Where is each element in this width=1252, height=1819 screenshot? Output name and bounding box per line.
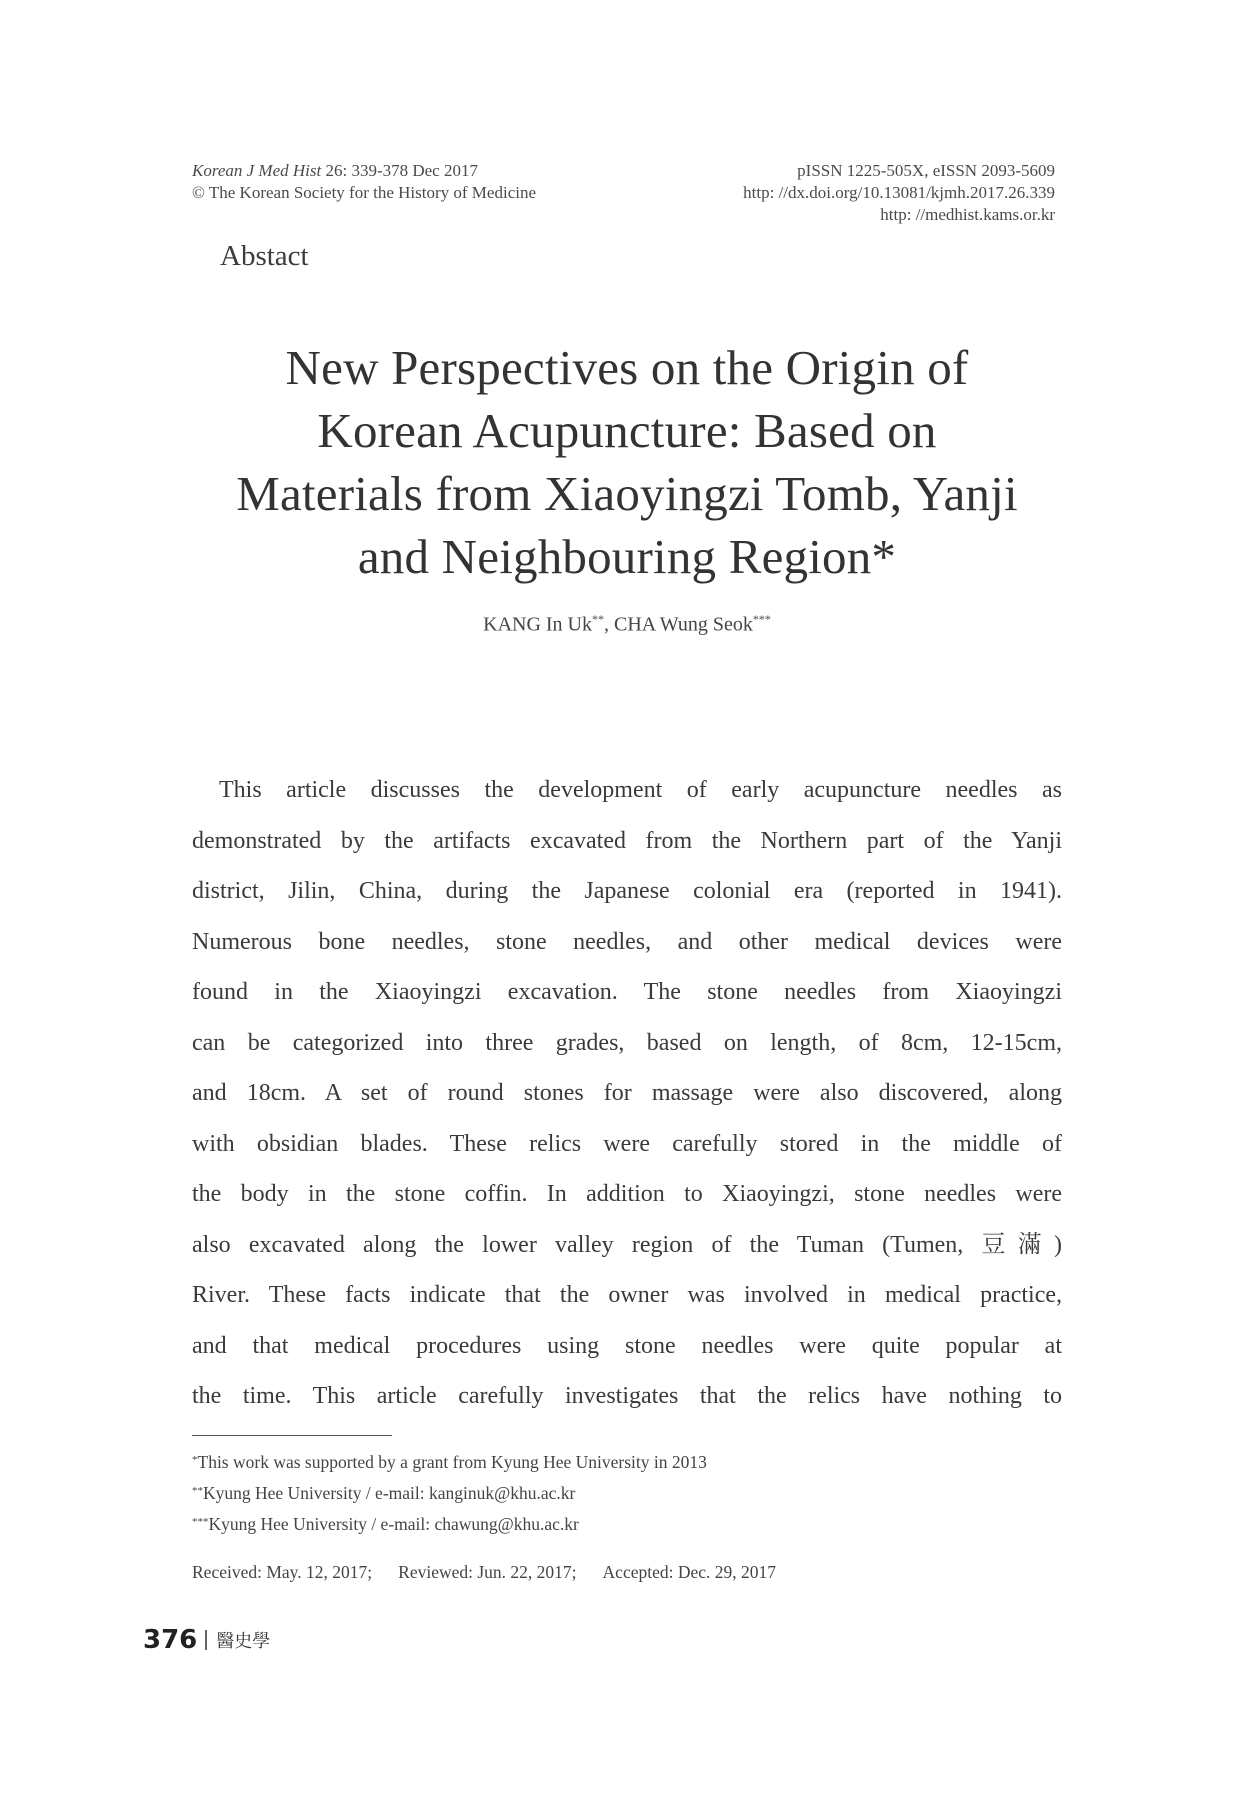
journal-name: Korean J Med Hist: [192, 161, 322, 180]
footnote: [192, 1508, 707, 1539]
issn-line: pISSN 1225-505X, eISSN 2093-5609: [797, 161, 1055, 180]
journal-header-right: [743, 160, 1055, 226]
abstract-line: River. These facts indicate that the owner was involved in medical practice,: [192, 1282, 1062, 1308]
abstract-line: also excavated along the lower valley region of the Tuman (Tumen, 豆滿): [192, 1231, 1062, 1258]
page-footer: [143, 1625, 270, 1655]
received-date: Received: May. 12, 2017;: [192, 1562, 373, 1582]
abstract-line: and that medical procedures using stone needles were quite popular at: [192, 1332, 1062, 1359]
footnote-text: This work was supported by a grant from Kyung Hee University in 2013: [197, 1452, 707, 1472]
accepted-date: Accepted: Dec. 29, 2017: [602, 1562, 777, 1582]
footer-separator: [205, 1630, 207, 1650]
journal-citation: [192, 160, 536, 182]
article-title: [192, 336, 1062, 588]
abstract-body: [192, 765, 1062, 1422]
abstract-line: the body in the stone coffin. In addition to Xiaoyingzi, stone needles were: [192, 1181, 1062, 1207]
doi-link[interactable]: http: //dx.doi.org/10.13081/kjmh.2017.26.339: [743, 183, 1055, 202]
abstract-line: with obsidian blades. These relics were carefully stored in the middle of: [192, 1130, 1062, 1157]
reviewed-date: Reviewed: Jun. 22, 2017;: [398, 1562, 577, 1582]
abstract-line: demonstrated by the artifacts excavated from the Northern part of the Yanji: [192, 827, 1062, 854]
abstract-line: Numerous bone needles, stone needles, and other medical devices were: [192, 928, 1062, 955]
author-affiliation-mark: ***: [752, 612, 771, 626]
author-affiliation-mark: **: [592, 612, 605, 626]
title-line: and Neighbouring Region*: [357, 529, 897, 584]
journal-header-left: [192, 160, 536, 204]
author-name: KANG In Uk: [483, 613, 593, 636]
submission-dates: [192, 1562, 802, 1583]
abstract-line: found in the Xiaoyingzi excavation. The stone needles from Xiaoyingzi: [192, 979, 1062, 1005]
abstract-line: district, Jilin, China, during the Japanese colonial era (reported in 1941).: [192, 878, 1062, 904]
footnote-mark: **: [192, 1485, 203, 1497]
section-label: Abstact: [220, 240, 309, 272]
footnote: [192, 1446, 707, 1477]
footnote: [192, 1477, 707, 1508]
author-name: CHA Wung Seok: [614, 613, 753, 636]
author-list: [192, 612, 1062, 637]
society-line: © The Korean Society for the History of Medicine: [192, 183, 537, 202]
title-line: Korean Acupuncture: Based on: [317, 403, 937, 458]
abstract-line: can be categorized into three grades, based on length, of 8cm, 12-15cm,: [192, 1029, 1062, 1056]
abstract-line: and 18cm. A set of round stones for massage were also discovered, along: [192, 1080, 1062, 1106]
abstract-line: the time. This article carefully investigates that the relics have nothing to: [192, 1383, 1062, 1409]
footnote-mark: ***: [192, 1516, 209, 1528]
title-line: Materials from Xiaoyingzi Tomb, Yanji: [236, 466, 1018, 521]
author-separator: ,: [604, 613, 615, 636]
footnote-text: Kyung Hee University / e-mail: kanginuk@khu.ac.kr: [203, 1483, 576, 1503]
footnote-text: Kyung Hee University / e-mail: chawung@khu.ac.kr: [208, 1514, 579, 1534]
page-number: 376: [143, 1625, 198, 1655]
journal-volume-pages: 26: 339-378 Dec 2017: [321, 161, 478, 180]
title-line: New Perspectives on the Origin of: [285, 340, 969, 395]
abstract-line: This article discusses the development of early acupuncture needles as: [219, 777, 1062, 803]
footnote-divider: [192, 1435, 392, 1436]
footnotes: [192, 1446, 707, 1539]
journal-title-cjk: 醫史學: [216, 1631, 271, 1652]
journal-site-link[interactable]: http: //medhist.kams.or.kr: [880, 205, 1055, 224]
footnote-mark: *: [192, 1454, 198, 1466]
